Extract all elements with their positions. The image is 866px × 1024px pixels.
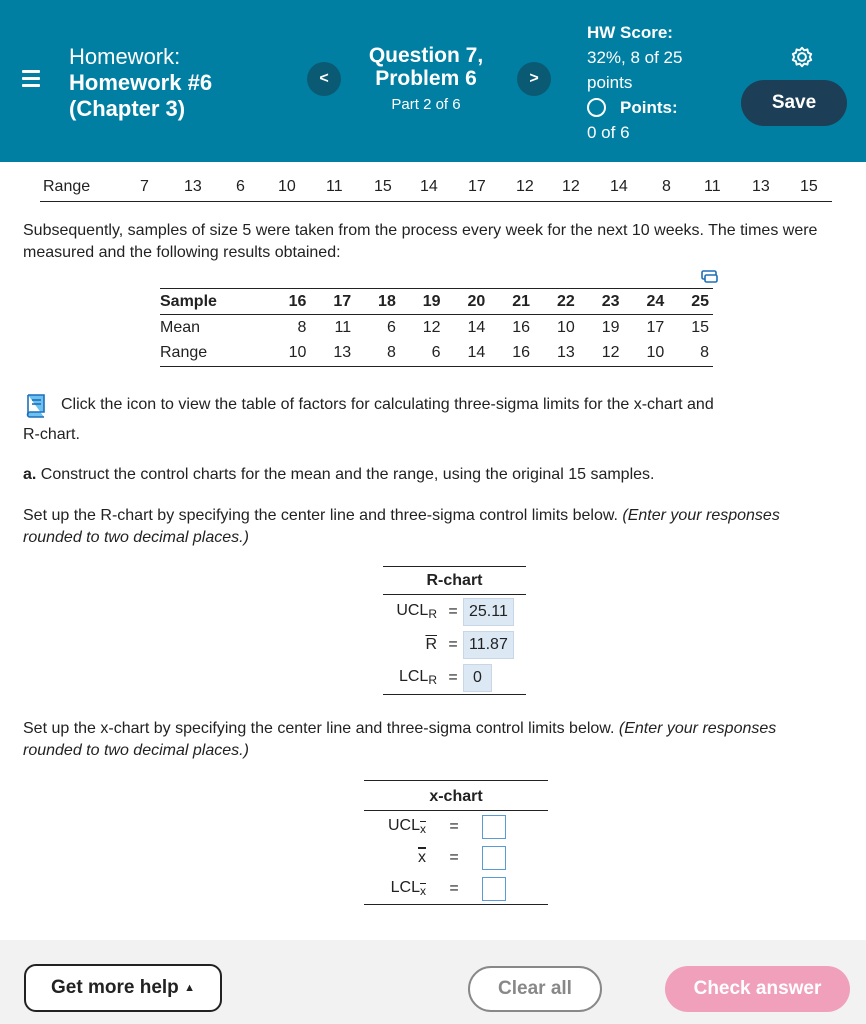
- help-label: Get more help: [51, 977, 179, 998]
- hw-score-value: 32%, 8 of 25: [587, 48, 683, 67]
- r-ucl-row: [383, 595, 526, 628]
- r-center-row: [383, 628, 526, 661]
- r-bar-text: $\overline{R}$: [425, 635, 437, 653]
- equals-sign: =: [449, 817, 459, 835]
- table-cell: 17: [646, 318, 665, 336]
- r-center-label: [383, 636, 443, 654]
- x-center-row: [364, 842, 548, 873]
- table-cell: 12: [422, 318, 441, 336]
- gear-icon[interactable]: [789, 44, 815, 70]
- table-cell: 15: [691, 318, 709, 336]
- r-lcl-label: [383, 668, 443, 687]
- question-number: Question 7,: [368, 44, 484, 67]
- table-cell: Range: [160, 341, 266, 367]
- part-a-marker: a.: [23, 466, 37, 483]
- hw-score-unit: points: [587, 73, 633, 92]
- range-value: 14: [610, 178, 628, 195]
- r-instruction-italic: (Enter your responses rounded to two decimal places.): [23, 507, 780, 546]
- table-header-cell: 22: [534, 289, 579, 315]
- problem-number: Problem 6: [375, 67, 477, 90]
- table-cell: 10: [266, 341, 311, 367]
- equals-sign: =: [449, 879, 459, 897]
- original-range-row: [40, 176, 832, 202]
- footer-bar: [0, 940, 866, 1024]
- points-label: Points:: [620, 98, 678, 117]
- part-a-instruction: [23, 464, 843, 486]
- hw-score-label: HW Score:: [587, 23, 673, 42]
- intro-paragraph: Subsequently, samples of size 5 were taken from the process every week for the next 10 weeks. The times were measured and the following results obtained:: [23, 222, 818, 261]
- previous-question-button[interactable]: <: [307, 62, 341, 96]
- x-lcl-input[interactable]: [482, 877, 506, 901]
- r-ucl-sub: R: [428, 607, 437, 621]
- range-value: 7: [140, 178, 149, 195]
- r-ucl-answer[interactable]: 25.11: [463, 598, 514, 626]
- range-value: 8: [662, 178, 671, 195]
- factors-link-line2: R-chart.: [23, 426, 80, 443]
- x-chart-instruction: [23, 718, 803, 762]
- range-value: 12: [562, 178, 580, 195]
- table-header-cell: 23: [579, 289, 624, 315]
- get-more-help-button[interactable]: [24, 964, 222, 1012]
- r-lcl-answer[interactable]: 0: [463, 664, 492, 692]
- factors-link-text[interactable]: [61, 394, 851, 416]
- table-row-mean: [160, 315, 713, 341]
- table-cell: 13: [534, 341, 579, 367]
- equals-sign: =: [448, 668, 458, 686]
- homework-info: [69, 44, 212, 122]
- next-question-button[interactable]: >: [517, 62, 551, 96]
- x-double-bar-text: $\overline{x}$: [418, 848, 426, 866]
- x-instruction-italic: (Enter your responses rounded to two decimal places.): [23, 720, 777, 759]
- table-header-cell: 18: [355, 289, 400, 315]
- range-value: 12: [516, 178, 534, 195]
- top-header: [0, 0, 866, 162]
- table-header-cell: 20: [445, 289, 490, 315]
- table-header-cell: 17: [310, 289, 355, 315]
- table-header-cell: 19: [400, 289, 445, 315]
- r-lcl-row: [383, 661, 526, 694]
- range-value: 13: [184, 178, 202, 195]
- range-value: 13: [752, 178, 770, 195]
- clear-all-button[interactable]: Clear all: [468, 966, 602, 1012]
- range-value: 15: [800, 178, 818, 195]
- question-info: [355, 44, 497, 113]
- check-answer-button[interactable]: Check answer: [665, 966, 850, 1012]
- range-value: 11: [704, 178, 721, 195]
- table-header-row: [160, 289, 713, 315]
- table-header-cell: Sample: [160, 289, 266, 315]
- range-value: 10: [278, 178, 296, 195]
- table-cell: 13: [310, 341, 355, 367]
- x-lcl-label: [364, 879, 426, 898]
- x-chart-table: [364, 780, 548, 905]
- x-lcl-text: LCL: [390, 879, 420, 896]
- range-value: 14: [420, 178, 438, 195]
- table-header-cell: 24: [624, 289, 669, 315]
- table-cell: 14: [445, 341, 490, 367]
- question-part: Part 2 of 6: [391, 96, 461, 113]
- copy-table-icon[interactable]: [701, 270, 719, 284]
- table-cell: 8: [668, 341, 713, 367]
- table-header-cell: 21: [489, 289, 534, 315]
- homework-chapter: (Chapter 3): [69, 96, 186, 121]
- table-cell: Mean: [160, 318, 201, 336]
- points-circle-icon: [587, 98, 606, 117]
- range-value: 17: [468, 178, 486, 195]
- r-chart-instruction: [23, 505, 803, 549]
- x-ucl-label: [364, 817, 426, 836]
- r-ucl-label: [383, 602, 443, 621]
- equals-sign: =: [448, 602, 458, 620]
- table-cell: 16: [512, 318, 531, 336]
- equals-sign: =: [448, 635, 458, 653]
- x-center-label: [364, 849, 426, 867]
- table-cell: 19: [601, 318, 620, 336]
- table-cell: 12: [579, 341, 624, 367]
- table-cell: 10: [556, 318, 575, 336]
- homework-label: Homework:: [69, 44, 181, 69]
- factors-table-book-icon[interactable]: [23, 392, 49, 418]
- x-ucl-text: UCL: [387, 817, 420, 834]
- table-row-range: [160, 341, 713, 367]
- table-cell: 6: [386, 318, 396, 336]
- caret-up-icon: ▲: [184, 982, 195, 994]
- samples-table: [160, 288, 713, 367]
- table-cell: 8: [355, 341, 400, 367]
- r-instruction-text: Set up the R-chart by specifying the center line and three-sigma control limits below.: [23, 507, 623, 524]
- r-lcl-sub: R: [428, 673, 437, 687]
- table-cell: 11: [334, 318, 352, 336]
- range-value: 15: [374, 178, 392, 195]
- table-cell: 10: [624, 341, 669, 367]
- save-button[interactable]: Save: [741, 80, 847, 126]
- range-value: 6: [236, 178, 245, 195]
- equals-sign: =: [449, 848, 459, 866]
- x-chart-title: x-chart: [364, 781, 548, 811]
- r-ucl-text: UCL: [396, 602, 429, 619]
- table-cell: 6: [400, 341, 445, 367]
- homework-title: Homework #6: [69, 70, 213, 95]
- x-ucl-input[interactable]: [482, 815, 506, 839]
- table-cell: 14: [467, 318, 486, 336]
- menu-icon[interactable]: [22, 70, 40, 88]
- range-row-label: Range: [43, 178, 91, 195]
- points-value: 0 of 6: [587, 123, 630, 142]
- table-header-cell: 25: [668, 289, 713, 315]
- part-a-text: Construct the control charts for the mean and the range, using the original 15 samples.: [36, 466, 655, 483]
- score-info: [587, 20, 682, 145]
- table-cell: 16: [489, 341, 534, 367]
- x-center-input[interactable]: [482, 846, 506, 870]
- x-ucl-row: [364, 811, 548, 842]
- factors-link-line1: Click the icon to view the table of factors for calculating three-sigma limits for the x-chart and: [61, 396, 714, 413]
- r-lcl-text: LCL: [398, 668, 429, 685]
- x-lcl-row: [364, 873, 548, 904]
- range-value: 11: [326, 178, 343, 195]
- x-lcl-sub: x: [420, 884, 426, 898]
- table-cell: 8: [297, 318, 307, 336]
- r-center-answer[interactable]: 11.87: [463, 631, 514, 659]
- x-instruction-text: Set up the x-chart by specifying the center line and three-sigma control limits below.: [23, 720, 619, 737]
- r-chart-table: [383, 566, 526, 695]
- x-ucl-sub: x: [420, 822, 426, 836]
- table-header-cell: 16: [266, 289, 311, 315]
- r-chart-title: R-chart: [383, 567, 526, 595]
